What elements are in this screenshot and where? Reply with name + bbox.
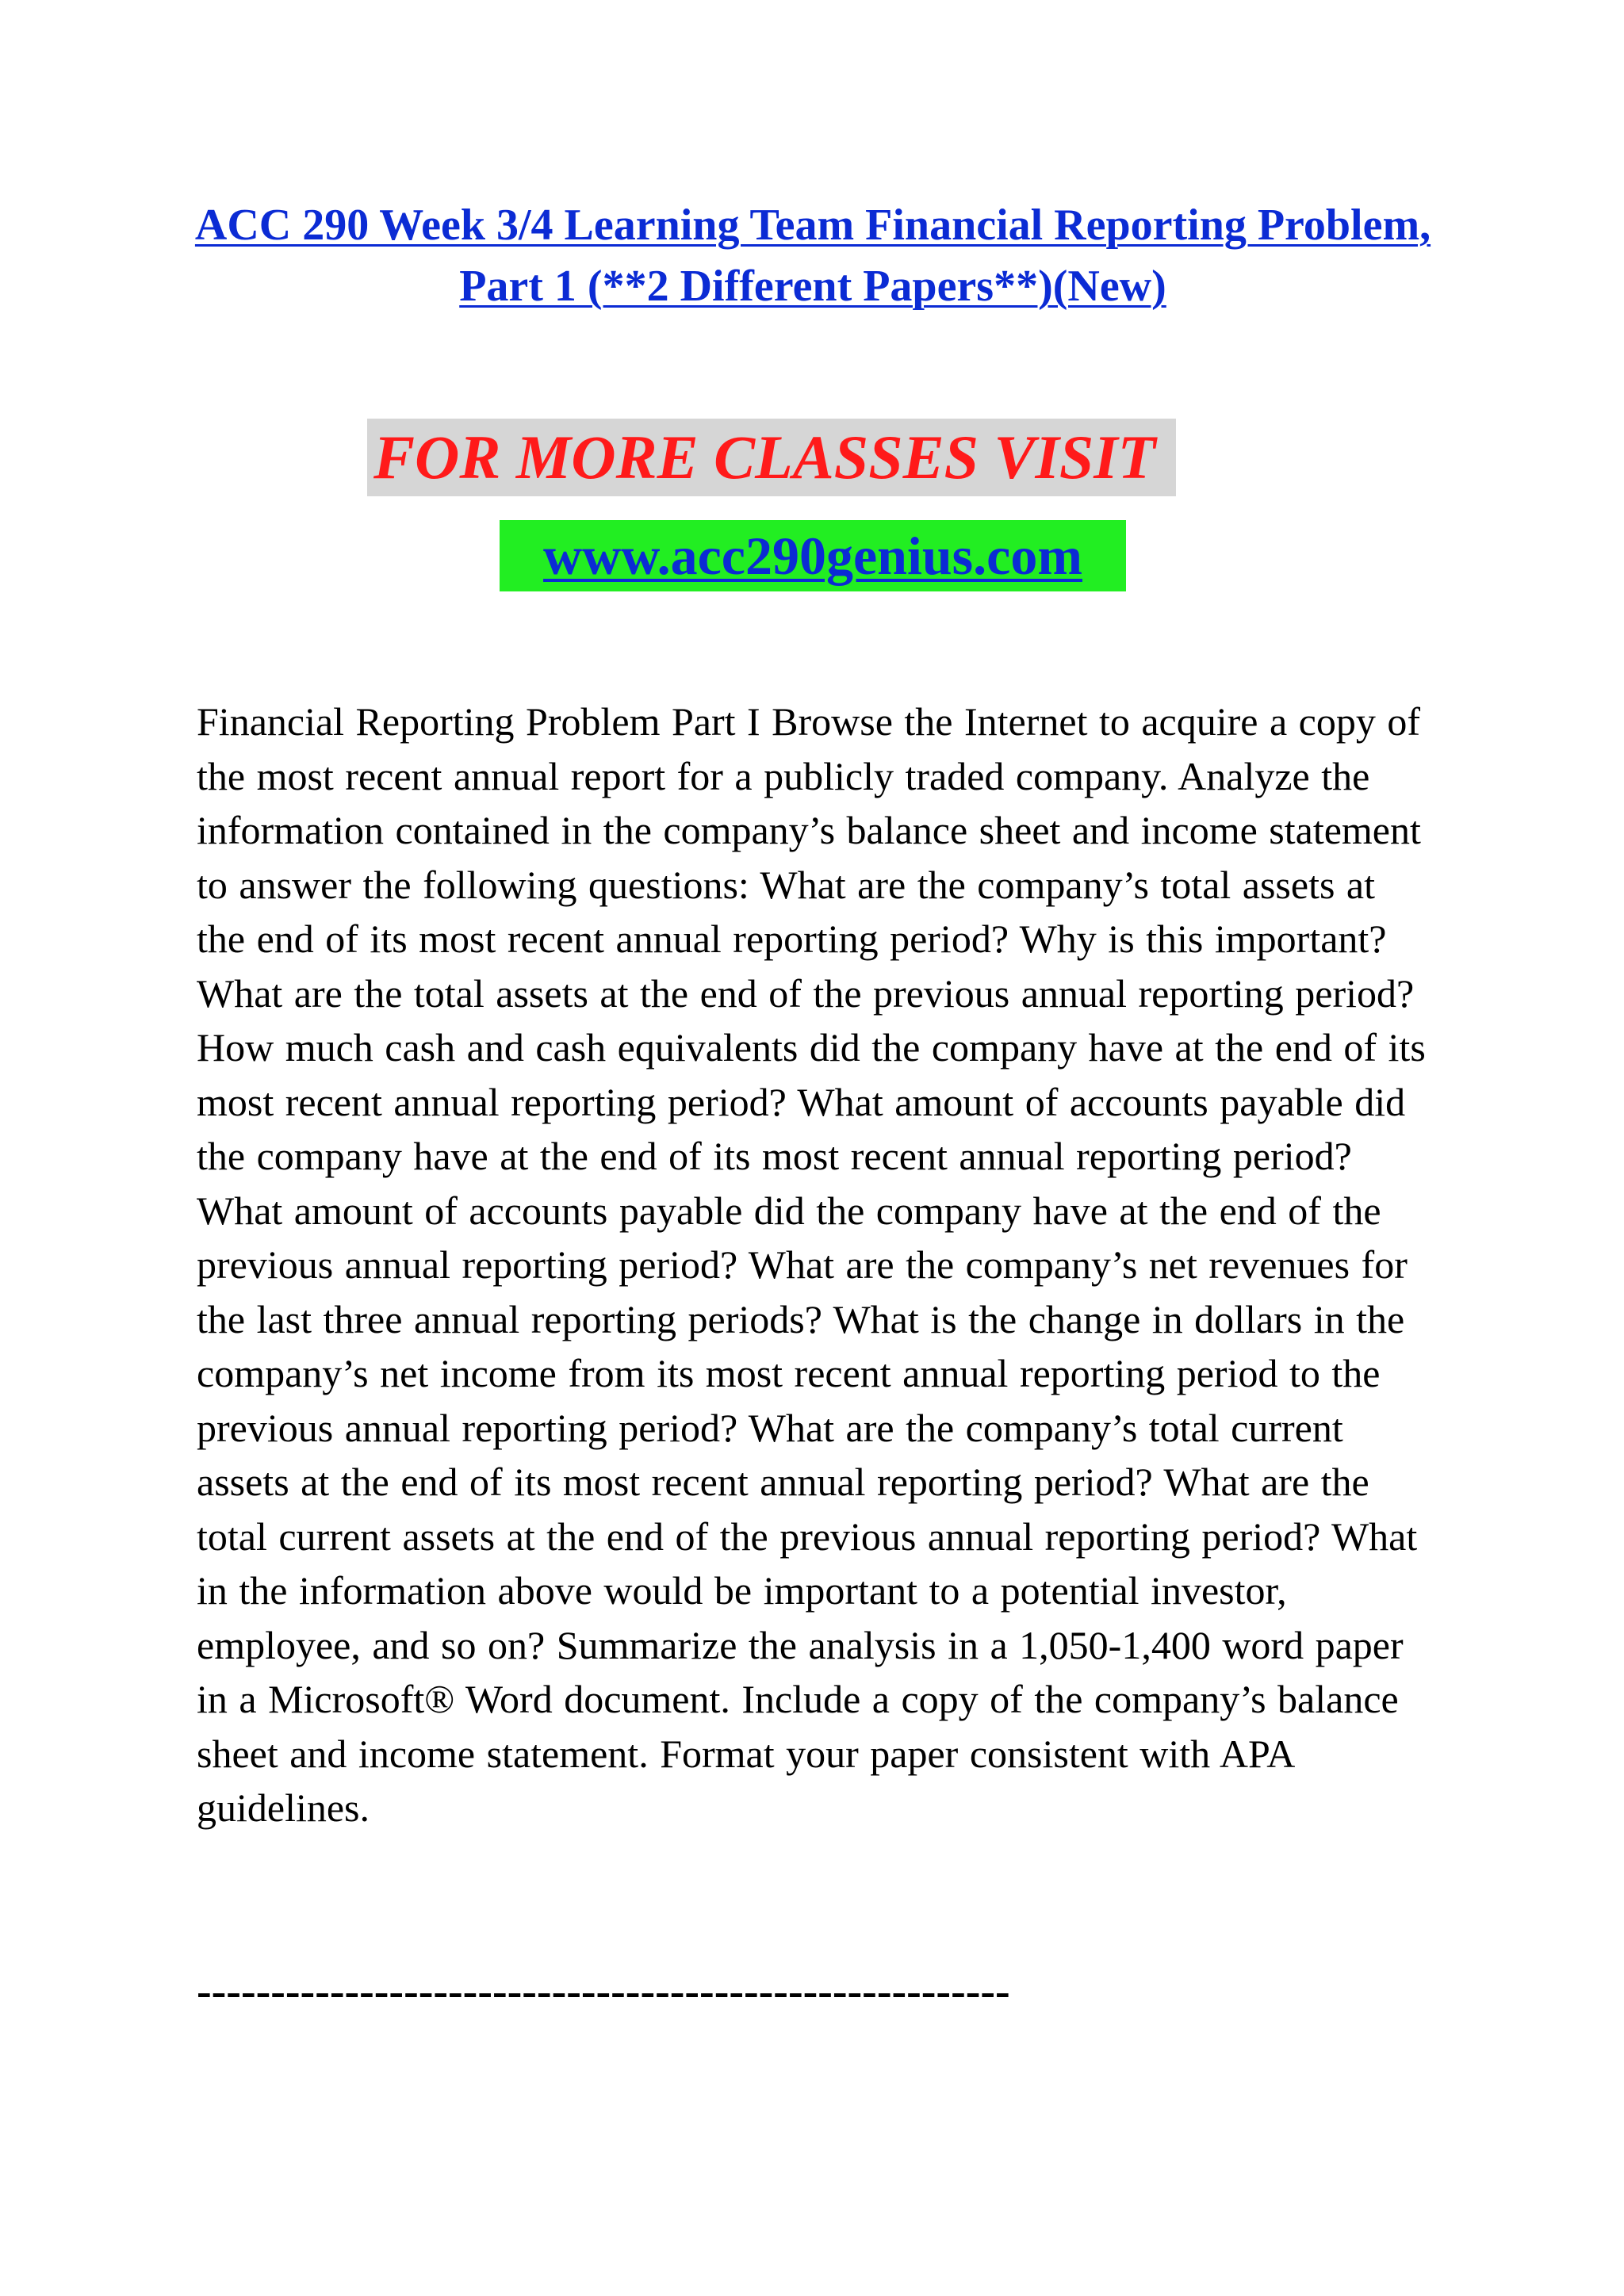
promo-text: FOR MORE CLASSES VISIT xyxy=(373,423,1156,492)
title-link[interactable]: ACC 290 Week 3/4 Learning Team Financial Reporting Problem, Part 1 (**2 Different Papers**)(New) xyxy=(194,201,1431,311)
promo-url xyxy=(500,520,1126,591)
page-title xyxy=(159,195,1467,317)
body-paragraph: Financial Reporting Problem Part I Browse the Internet to acquire a copy of the most recent annual report for a publicly traded company. Analyze the information contained in the company’s balance sheet and income statement to answer the following questions: What are the company’s total assets at the end of its most recent annual reporting period? Why is this important? What are the total assets at the end of the previous annual reporting period? How much cash and cash equivalents did the company have at the end of its most recent annual reporting period? What amount of accounts payable did the company have at the end of its most recent annual reporting period? What amount of accounts payable did the company have at the end of the previous annual reporting period? What are the company’s net revenues for the last three annual reporting periods? What is the change in dollars in the company’s net income from its most recent annual reporting period to the previous annual reporting period? What are the company’s total current assets at the end of its most recent annual reporting period? What are the total current assets at the end of the previous annual reporting period? What in the information above would be important to a potential investor, employee, and so on? Summarize the analysis in a 1,050-1,400 word paper in a Microsoft® Word document. Include a copy of the company’s balance sheet and income statement. Format your paper consistent with APA guidelines. xyxy=(197,699,1426,1830)
separator-line: ------------------------------------------------------- xyxy=(197,1967,1010,2016)
promo-url-link[interactable]: www.acc290genius.com xyxy=(543,526,1082,586)
